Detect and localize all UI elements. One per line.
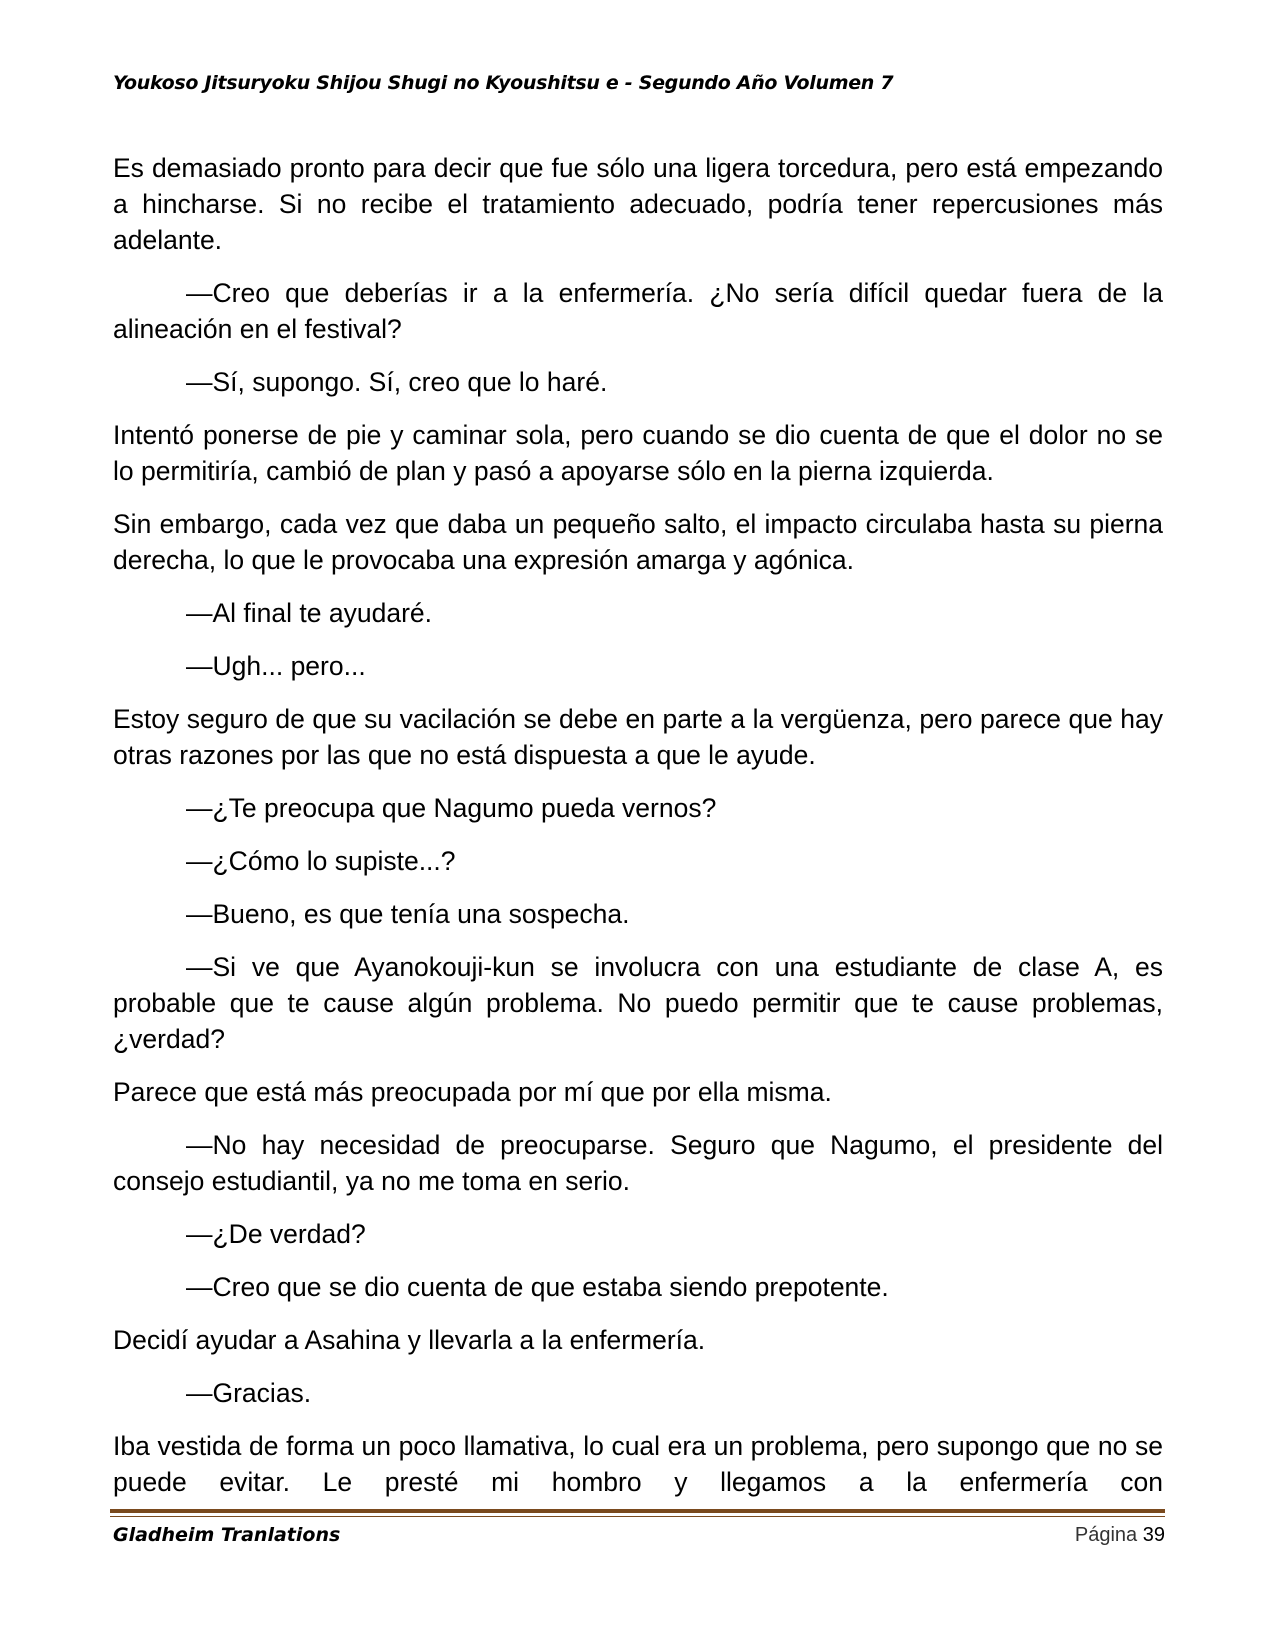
- page-label: Página: [1074, 1524, 1138, 1546]
- dialog-line: —Al final te ayudaré.: [186, 598, 432, 628]
- dialog-line: —Bueno, es que tenía una sospecha.: [186, 899, 630, 929]
- dialog-line: —Creo que deberías ir a la enfermería. ¿No sería difícil quedar fuera de la alineación en el festival?: [113, 278, 1163, 344]
- dialog-line: —¿Cómo lo supiste...?: [186, 846, 456, 876]
- dialog-line: —Creo que se dio cuenta de que estaba siendo prepotente.: [186, 1272, 889, 1302]
- paragraph: Intentó ponerse de pie y caminar sola, pero cuando se dio cuenta de que el dolor no se lo permitiría, cambió de plan y pasó a apoyarse sólo en la pierna izquierda.: [113, 420, 1163, 486]
- dialog-line: —¿De verdad?: [186, 1219, 366, 1249]
- paragraph: Es demasiado pronto para decir que fue sólo una ligera torcedura, pero está empezando a hincharse. Si no recibe el tratamiento adecuado, podría tener repercusiones más adelante.: [113, 153, 1163, 255]
- paragraph: Sin embargo, cada vez que daba un pequeño salto, el impacto circulaba hasta su pierna derecha, lo que le provocaba una expresión amarga y agónica.: [113, 509, 1163, 575]
- dialog-line: —Sí, supongo. Sí, creo que lo haré.: [186, 367, 608, 397]
- dialog-line: —Si ve que Ayanokouji-kun se involucra con una estudiante de clase A, es probable que te cause algún problema. No puedo permitir que te cause problemas, ¿verdad?: [113, 952, 1163, 1054]
- paragraph: Iba vestida de forma un poco llamativa, lo cual era un problema, pero supongo que no se puede evitar. Le presté mi hombro y llegamos a la enfermería con: [113, 1431, 1163, 1497]
- dialog-line: —Gracias.: [186, 1378, 312, 1408]
- footer-divider-thin: [110, 1516, 1165, 1517]
- page-header-title: Youkoso Jitsuryoku Shijou Shugi no Kyoushitsu e - Segundo Año Volumen 7: [113, 72, 894, 94]
- page-body: [113, 150, 1163, 1517]
- page-number-value: 39: [1142, 1524, 1165, 1546]
- paragraph: Estoy seguro de que su vacilación se debe en parte a la vergüenza, pero parece que hay otras razones por las que no está dispuesta a que le ayude.: [113, 704, 1163, 770]
- footer-translator: Gladheim Tranlations: [113, 1524, 341, 1546]
- footer-divider: [110, 1509, 1165, 1513]
- paragraph: Decidí ayudar a Asahina y llevarla a la enfermería.: [113, 1325, 706, 1355]
- page-number: [1075, 1524, 1165, 1547]
- dialog-line: —¿Te preocupa que Nagumo pueda vernos?: [186, 793, 717, 823]
- dialog-line: —No hay necesidad de preocuparse. Seguro que Nagumo, el presidente del consejo estudiantil, ya no me toma en serio.: [113, 1130, 1163, 1196]
- paragraph: Parece que está más preocupada por mí que por ella misma.: [113, 1077, 832, 1107]
- dialog-line: —Ugh... pero...: [186, 651, 366, 681]
